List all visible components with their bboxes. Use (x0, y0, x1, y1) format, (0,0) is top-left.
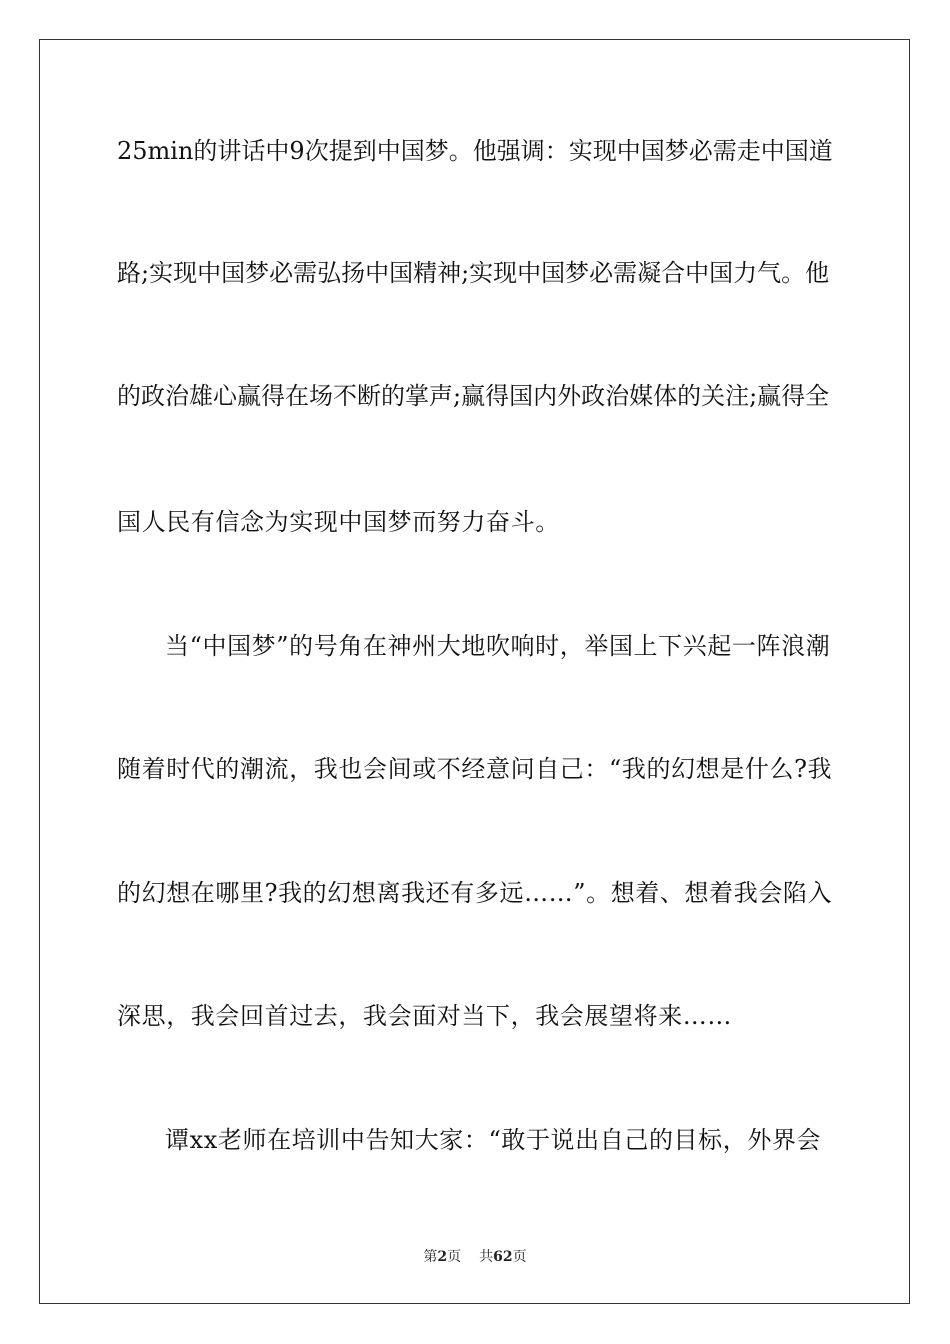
paragraph-start-line: 谭xx老师在培训中告知大家：“敢于说出自己的目标，外界会 (165, 1126, 822, 1154)
page-footer (0, 1248, 950, 1266)
total-pages: 62 (493, 1249, 513, 1265)
text-line: 的政治雄心赢得在场不断的掌声;赢得国内外政治媒体的关注;赢得全 (117, 382, 830, 410)
total-suffix: 页 (512, 1249, 527, 1265)
page-number: 2 (437, 1249, 448, 1265)
page-border (39, 39, 910, 1304)
text-line: 25min的讲话中9次提到中国梦。他强调：实现中国梦必需走中国道 (117, 137, 833, 165)
paragraph-start-line: 当“中国梦”的号角在神州大地吹响时，举国上下兴起一阵浪潮 (165, 632, 831, 660)
total-prefix: 共 (479, 1249, 494, 1265)
page-prefix: 第 (423, 1249, 438, 1265)
page-suffix: 页 (447, 1249, 462, 1265)
text-line: 深思，我会回首过去，我会面对当下，我会展望将来…… (117, 1002, 732, 1030)
text-line: 路;实现中国梦必需弘扬中国精神;实现中国梦必需凝合中国力气。他 (117, 259, 830, 287)
text-line: 的幻想在哪里?我的幻想离我还有多远……”。想着、想着我会陷入 (117, 879, 833, 907)
text-line: 国人民有信念为实现中国梦而努力奋斗。 (117, 508, 560, 536)
text-line: 随着时代的潮流，我也会间或不经意问自己：“我的幻想是什么?我 (117, 755, 833, 783)
